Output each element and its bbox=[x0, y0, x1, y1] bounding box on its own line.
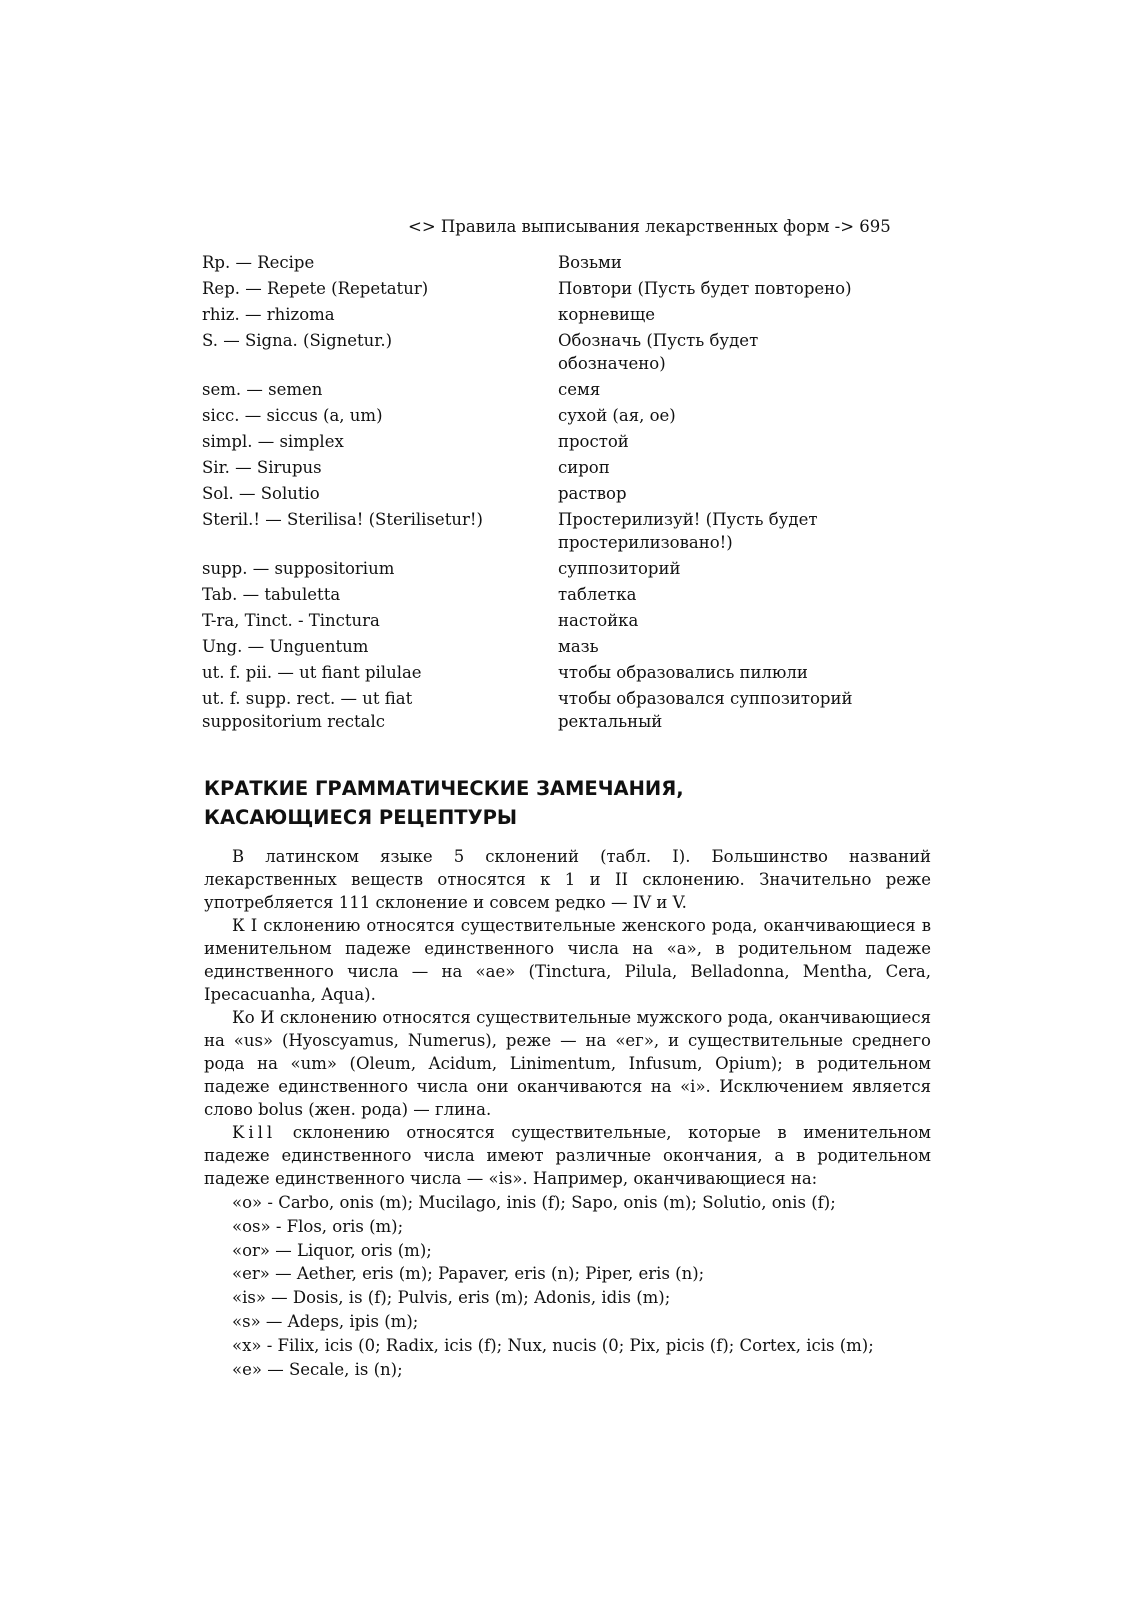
abbreviation-row bbox=[202, 583, 862, 606]
russian-meaning-line: Простерилизуй! (Пусть будет bbox=[558, 510, 818, 529]
list-item: «о» - Carbo, onis (m); Mucilago, inis (f); Sapo, onis (m); Solutio, onis (f); bbox=[232, 1193, 836, 1212]
latin-abbreviation: simpl. — simplex bbox=[202, 432, 344, 451]
list-item: «x» - Filix, icis (0; Radix, icis (f); Nux, nucis (0; Pix, picis (f); Cortex, icis (m); bbox=[232, 1335, 874, 1355]
abbreviation-row bbox=[202, 508, 862, 554]
latin-abbreviation: T-ra, Tinct. - Tinctura bbox=[202, 611, 380, 630]
latin-abbreviation: Steril.! — Sterilisa! (Sterilisetur!) bbox=[202, 510, 483, 529]
body-text bbox=[204, 845, 931, 1190]
list-item: «er» — Aether, eris (m); Papaver, eris (n); Piper, eris (n); bbox=[232, 1264, 705, 1284]
abbreviation-row bbox=[202, 482, 862, 505]
section-heading-line: КРАТКИЕ ГРАММАТИЧЕСКИЕ ЗАМЕЧАНИЯ, bbox=[204, 777, 684, 800]
russian-meaning bbox=[558, 508, 858, 554]
abbreviation-row bbox=[202, 687, 862, 733]
list-item: «s» — Adeps, ipis (m); bbox=[232, 1311, 419, 1331]
russian-meaning: Обозначь (Пусть будет обозначено) bbox=[558, 331, 759, 373]
section-heading-line: КАСАЮЩИЕСЯ РЕЦЕПТУРЫ bbox=[204, 806, 518, 829]
latin-abbreviation: S. — Signa. (Signetur.) bbox=[202, 331, 393, 350]
paragraph-lead: Kill bbox=[232, 1123, 277, 1142]
latin-abbreviation bbox=[202, 687, 558, 733]
abbreviation-row bbox=[202, 557, 862, 580]
paragraph: Ко И склонению относятся существительные мужского рода, оканчивающиеся на «us» (Hyoscyamus, Numerus), реже — на «ег», и существительные среднего рода на «um» (Oleum, Acidum, Linimentum, Infusum, Opium); в родительном падеже единственного числа они оканчиваются на «i». Исключением является слово bolus (жен. рода) — глина. bbox=[204, 1008, 931, 1119]
russian-meaning: семя bbox=[558, 380, 601, 399]
abbreviation-row bbox=[202, 378, 862, 401]
russian-meaning-line: чтобы образовался суппозиторий bbox=[558, 689, 853, 708]
russian-meaning: суппозиторий bbox=[558, 559, 681, 578]
latin-abbreviation: supp. — suppositorium bbox=[202, 559, 395, 578]
abbreviation-row bbox=[202, 251, 862, 274]
abbreviation-row bbox=[202, 329, 862, 375]
paragraph-rest: склонению относятся существительные, которые в именительном падеже единственного числа имеют различные окончания, а в родительном падеже единственного числа — «is». Например, оканчивающиеся на: bbox=[204, 1123, 931, 1188]
abbreviation-row bbox=[202, 303, 862, 326]
russian-meaning-line: простерилизовано!) bbox=[558, 533, 733, 552]
abbreviation-row bbox=[202, 277, 862, 300]
latin-abbreviation: Tab. — tabuletta bbox=[202, 585, 341, 604]
russian-meaning: Возьми bbox=[558, 253, 622, 272]
russian-meaning: настойка bbox=[558, 611, 639, 630]
russian-meaning: простой bbox=[558, 432, 629, 451]
russian-meaning: корневище bbox=[558, 305, 655, 324]
russian-meaning: сироп bbox=[558, 458, 610, 477]
russian-meaning: таблетка bbox=[558, 585, 637, 604]
section-heading bbox=[204, 774, 904, 832]
russian-meaning bbox=[558, 687, 858, 733]
paragraph: В латинском языке 5 склонений (табл. I). Большинство названий лекарственных веществ относятся к 1 и II склонению. Значительно реже употребляется 111 склонение и совсем редко — IV и V. bbox=[204, 847, 931, 912]
list-item: «e» — Secale, is (n); bbox=[232, 1359, 403, 1379]
abbreviation-row bbox=[202, 430, 862, 453]
list-item: «or» — Liquor, oris (m); bbox=[232, 1240, 432, 1260]
abbreviation-row bbox=[202, 456, 862, 479]
latin-abbreviation: Sol. — Solutio bbox=[202, 484, 320, 503]
abbreviation-table bbox=[202, 251, 862, 733]
russian-meaning: раствор bbox=[558, 484, 627, 503]
running-head: <> Правила выписывания лекарственных форм -> 695 bbox=[408, 217, 891, 236]
abbreviation-row bbox=[202, 609, 862, 632]
latin-abbreviation-line: ut. f. supp. rect. — ut fiat bbox=[202, 689, 413, 708]
list-item: «is» — Dosis, is (f); Pulvis, eris (m); Adonis, idis (m); bbox=[232, 1288, 671, 1308]
abbreviation-row bbox=[202, 404, 862, 427]
russian-meaning-line: ректальный bbox=[558, 712, 663, 731]
russian-meaning: чтобы образовались пилюли bbox=[558, 663, 808, 682]
latin-abbreviation: Sir. — Sirupus bbox=[202, 458, 322, 477]
latin-abbreviation: sicc. — siccus (a, um) bbox=[202, 406, 383, 425]
latin-abbreviation: sem. — semen bbox=[202, 380, 323, 399]
latin-abbreviation: rhiz. — rhizoma bbox=[202, 305, 335, 324]
latin-abbreviation: Rp. — Recipe bbox=[202, 253, 315, 272]
paragraph: К I склонению относятся существительные женского рода, оканчивающиеся в именительном падеже единственного числа на «а», в родительном падеже единственного числа — на «ае» (Tinctura, Pilula, Belladonna, Mentha, Cera, Ipecacuanha, Aqua). bbox=[204, 916, 931, 1004]
latin-abbreviation-line: suppositorium rectalc bbox=[202, 712, 386, 731]
paragraph bbox=[204, 1121, 931, 1190]
abbreviation-row bbox=[202, 635, 862, 658]
list-item: «os» - Flos, oris (m); bbox=[232, 1216, 404, 1236]
russian-meaning: сухой (ая, ое) bbox=[558, 406, 676, 425]
latin-abbreviation: ut. f. pii. — ut fiant pilulae bbox=[202, 663, 422, 682]
ending-examples-list bbox=[232, 1191, 932, 1381]
latin-abbreviation: Ung. — Unguentum bbox=[202, 637, 369, 656]
abbreviation-row bbox=[202, 661, 862, 684]
latin-abbreviation: Rep. — Repete (Repetatur) bbox=[202, 279, 429, 298]
russian-meaning: Повтори (Пусть будет повторено) bbox=[558, 279, 852, 298]
russian-meaning: мазь bbox=[558, 637, 599, 656]
